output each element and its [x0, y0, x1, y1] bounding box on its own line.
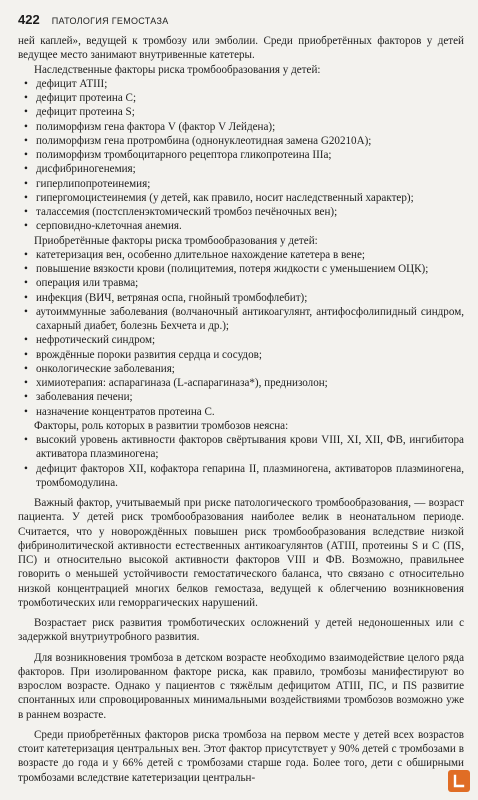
- list-item: • инфекция (ВИЧ, ветряная оспа, гнойный тромбофлебит);: [36, 291, 464, 305]
- acquired-heading: Приобретённые факторы риска тромбообразования у детей:: [34, 234, 318, 247]
- running-title: ПАТОЛОГИЯ ГЕМОСТАЗА: [51, 16, 169, 26]
- list-item: • полиморфизм гена фактора V (фактор V Лейдена);: [36, 120, 464, 134]
- list-item: • повышение вязкости крови (полицитемия, потеря жидкости с уменьшением ОЦК);: [36, 262, 464, 276]
- list-item: • аутоиммунные заболевания (волчаночный антикоагулянт, антифосфолипидный синдром, сахарный диабет, болезнь Бехчета и др.);: [36, 305, 464, 334]
- list-item: • онкологические заболевания;: [36, 362, 464, 376]
- list-item: • заболевания печени;: [36, 390, 464, 404]
- body-paragraph: Для возникновения тромбоза в детском возрасте необходимо взаимодействие целого ряда факторов. При изолированном факторе риска, как правило, тромбозы манифестируют во взрослом возрасте. Однако у пациентов с тяжёлым дефицитом АТIII, ПС, и ПS развитие спонтанных или спровоцированных минимальными воздействиями тромбозов возможно уже в раннем возрасте.: [18, 651, 464, 721]
- list-item: • химиотерапия: аспарагиназа (L-аспарагиназа*), преднизолон;: [36, 376, 464, 390]
- list-item: • дисфибриногенемия;: [36, 162, 464, 176]
- list-item: • дефицит АТIII;: [36, 77, 464, 91]
- list-item: • катетеризация вен, особенно длительное нахождение катетера в вене;: [36, 248, 464, 262]
- acquired-list: [18, 248, 464, 419]
- list-item: • полиморфизм гена протромбина (однонуклеотидная замена G20210A);: [36, 134, 464, 148]
- hereditary-heading: Наследственные факторы риска тромбообразования у детей:: [34, 63, 321, 76]
- intro-paragraph: ней каплей», ведущей к тромбозу или эмболии. Среди приобретённых факторов у детей ведущее место занимают внутривенные катетеры.: [18, 35, 464, 62]
- unclear-heading: Факторы, роль которых в развитии тромбозов неясна:: [34, 419, 289, 432]
- page-header: [18, 12, 464, 34]
- list-item: • полиморфизм тромбоцитарного рецептора гликопротеина IIIa;: [36, 148, 464, 162]
- body-paragraph: Важный фактор, учитываемый при риске патологического тромбообразования, — возраст пациента. У детей риск тромбообразования наиболее велик в неонатальном периоде. Считается, что у новорождённых повышен риск тромбообразования вследствие низкой фибринолитической активности естественных антикоагулянтов (АТIII, протеины S и С (ПS, ПС) и относительно высокой активности факторов VIII и ФВ. Возможно, правильнее говорить о меньшей устойчивости гемостатического баланса, что связано с относительно низкой концентрацией многих белков гемостаза, ведущей к облегчению возникновения тромботических или геморрагических нарушений.: [18, 497, 464, 609]
- list-item: • гиперлипопротеинемия;: [36, 177, 464, 191]
- litres-logo-icon: [448, 770, 470, 792]
- hereditary-list: [18, 77, 464, 234]
- body-paragraph: Возрастает риск развития тромботических осложнений у детей недоношенных или с задержкой внутриутробного развития.: [18, 617, 464, 644]
- list-item: • назначение концентратов протеина С.: [36, 405, 464, 419]
- list-item: • врождённые пороки развития сердца и сосудов;: [36, 348, 464, 362]
- list-item: • дефицит факторов XII, кофактора гепарина II, плазминогена, активаторов плазминогена, тромбомодулина.: [36, 462, 464, 491]
- page-number: 422: [18, 12, 40, 27]
- list-item: • серповидно-клеточная анемия.: [36, 219, 464, 233]
- body-paragraph: Среди приобретённых факторов риска тромбоза на первом месте у детей всех возрастов стоит катетеризация центральных вен. Этот фактор присутствует у 90% детей с тромбозами в возрасте до года и у 66% детей с тромбозами старше года. Более того, дети с обширными тромбозами вследствие катетеризации центральн-: [18, 728, 464, 784]
- page-body: [18, 34, 464, 785]
- list-item: • гипергомоцистеинемия (у детей, как правило, носит наследственный характер);: [36, 191, 464, 205]
- list-item: • дефицит протеина S;: [36, 105, 464, 119]
- list-item: • операция или травма;: [36, 276, 464, 290]
- unclear-list: [18, 433, 464, 490]
- list-item: • высокий уровень активности факторов свёртывания крови VIII, XI, XII, ФВ, ингибитора активатора плазминогена;: [36, 433, 464, 462]
- list-item: • талассемия (постспленэктомический тромбоз печёночных вен);: [36, 205, 464, 219]
- list-item: • дефицит протеина С;: [36, 91, 464, 105]
- list-item: • нефротический синдром;: [36, 333, 464, 347]
